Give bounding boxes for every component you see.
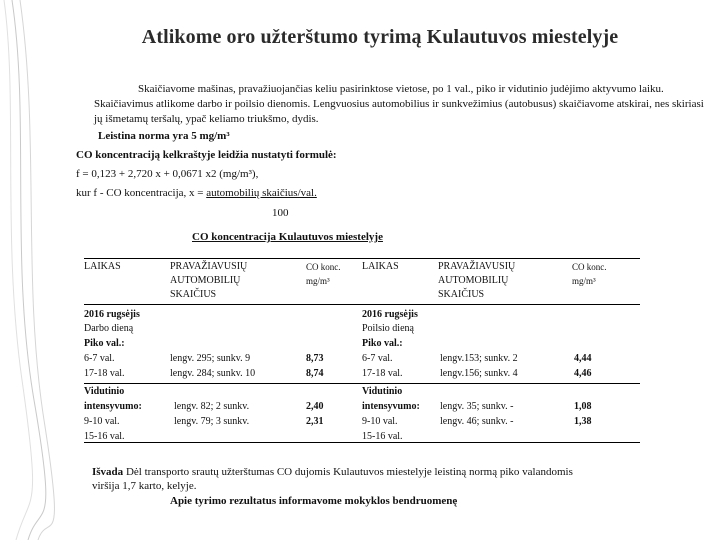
left-avg-label-1: Vidutinio (84, 386, 125, 397)
left-avg-time-2: 15-16 val. (84, 431, 125, 442)
right-avg-count-2: lengv. 46; sunkv. - (440, 416, 514, 427)
right-avg-label-1: Vidutinio (362, 386, 403, 397)
formula-where-x: automobilių skaičius/val. (206, 187, 317, 199)
left-peak-time-1: 6-7 val. (84, 353, 115, 364)
formula-divisor: 100 (272, 207, 289, 219)
conclusion-label: Išvada (92, 466, 124, 478)
formula-intro: CO koncentraciją kelkraštyje leidžia nustatyti formulė: (76, 149, 337, 161)
left-avg-count-1: lengv. 82; 2 sunkv. (174, 401, 250, 412)
header-time-right: LAIKAS (362, 261, 399, 272)
header-co-right-1: CO konc. (572, 262, 607, 272)
right-peak-co-1: 4,44 (574, 353, 592, 364)
right-peak-time-1: 6-7 val. (362, 353, 393, 364)
right-avg-label-2: intensyvumo: (362, 401, 420, 412)
left-avg-time-1: 9-10 val. (84, 416, 120, 427)
right-avg-time-1: 9-10 val. (362, 416, 398, 427)
right-avg-co-2: 1,38 (574, 416, 592, 427)
left-avg-co-1: 2,40 (306, 401, 324, 412)
right-peak-co-2: 4,46 (574, 368, 592, 379)
conclusion-line-3: Apie tyrimo rezultatus informavome mokyklos bendruomenę (170, 495, 458, 507)
formula-text: f = 0,123 + 2,720 x + 0,0671 x2 (mg/m³), (76, 168, 259, 180)
formula-where-prefix: kur f - CO koncentracija, x = (76, 187, 207, 199)
right-avg-time-2: 15-16 val. (362, 431, 403, 442)
header-cars-right-3: SKAIČIUS (438, 289, 485, 300)
right-peak-count-2: lengv.156; sunkv. 4 (440, 368, 518, 379)
decorative-curves (0, 0, 60, 540)
header-co-left-1: CO konc. (306, 262, 341, 272)
intro-paragraph: Skaičiavome mašinas, pravažiuojančias keliu pasirinktose vietose, po 1 val., piko ir vidutinio judėjimo aktyvumo laiku. Skaičiavimus atlikome darbo ir poilsio dienomis. Lengvuosius automobilius ir sunkvežimius (autobusus) skaičiavome atskirai, nes skiriasi jų išmetamų teršalų, ypač keliamo triukšmo, dydis. (94, 83, 704, 125)
left-day: Darbo dieną (84, 323, 134, 334)
right-peak-label: Piko val.: (362, 338, 403, 349)
left-peak-count-2: lengv. 284; sunkv. 10 (170, 368, 256, 379)
conclusion-line-2: viršija 1,7 karto, kelyje. (92, 480, 197, 492)
conclusion-text-1: Dėl transporto srautų užterštumas CO dujomis Kulautuvos miestelyje leistiną normą piko valandomis (123, 466, 573, 478)
table-header-rule (84, 304, 640, 305)
right-avg-co-1: 1,08 (574, 401, 592, 412)
left-avg-count-2: lengv. 79; 3 sunkv. (174, 416, 250, 427)
table-mid-rule (84, 383, 640, 384)
header-cars-left-3: SKAIČIUS (170, 289, 217, 300)
header-cars-left-2: AUTOMOBILIŲ (170, 275, 241, 286)
header-co-right-2: mg/m³ (572, 276, 596, 286)
right-day: Poilsio dieną (362, 323, 414, 334)
right-peak-time-2: 17-18 val. (362, 368, 403, 379)
header-time-left: LAIKAS (84, 261, 121, 272)
header-co-left-2: mg/m³ (306, 276, 330, 286)
formula-where (76, 186, 317, 201)
conclusion-line-1 (92, 465, 573, 480)
left-date: 2016 rugsėjis (84, 309, 140, 320)
left-peak-label: Piko val.: (84, 338, 125, 349)
left-peak-co-2: 8,74 (306, 368, 324, 379)
left-avg-co-2: 2,31 (306, 416, 324, 427)
left-peak-co-1: 8,73 (306, 353, 324, 364)
header-cars-left-1: PRAVAŽIAVUSIŲ (170, 261, 248, 272)
right-avg-count-1: lengv. 35; sunkv. - (440, 401, 514, 412)
left-peak-time-2: 17-18 val. (84, 368, 125, 379)
right-date: 2016 rugsėjis (362, 309, 418, 320)
norm-text: Leistina norma yra 5 mg/m³ (98, 130, 230, 142)
co-table (84, 258, 640, 443)
page-title: Atlikome oro užterštumo tyrimą Kulautuvos miestelyje (141, 26, 619, 48)
right-peak-count-1: lengv.153; sunkv. 2 (440, 353, 518, 364)
left-peak-count-1: lengv. 295; sunkv. 9 (170, 353, 251, 364)
table-top-rule (84, 258, 640, 259)
header-cars-right-1: PRAVAŽIAVUSIŲ (438, 261, 516, 272)
table-title: CO koncentracija Kulautuvos miestelyje (192, 231, 383, 243)
left-avg-label-2: intensyvumo: (84, 401, 142, 412)
header-cars-right-2: AUTOMOBILIŲ (438, 275, 509, 286)
